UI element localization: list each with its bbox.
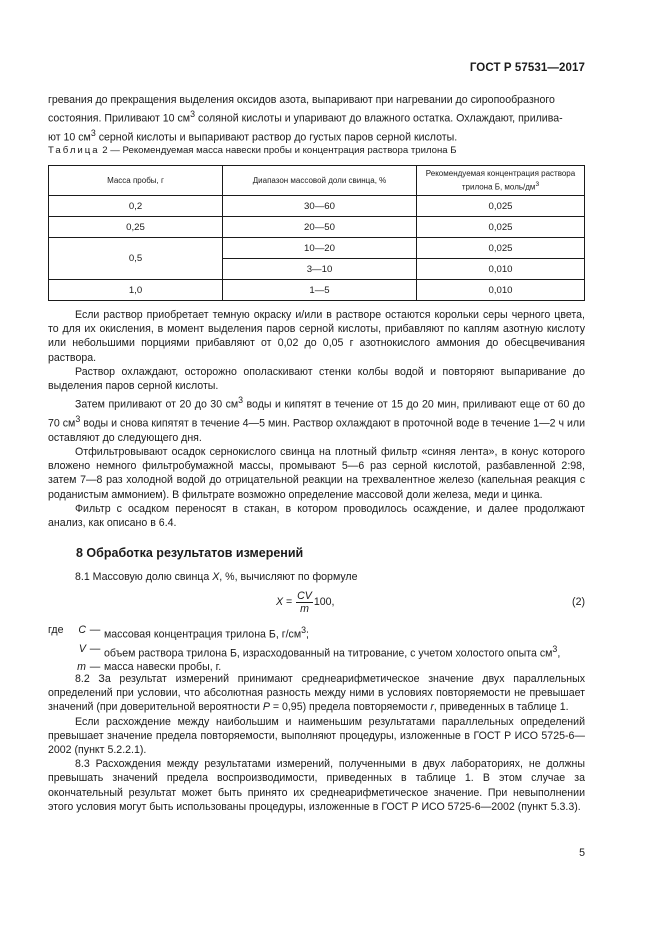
header-range: Диапазон массовой доли свинца, % bbox=[223, 166, 417, 196]
header-concentration-line-1: Рекомендуемая концентрация раствора bbox=[425, 169, 576, 179]
table-row bbox=[49, 280, 585, 301]
intro-line-3 bbox=[48, 126, 585, 145]
paragraph-8-2-c: , приведенных в таблице 1. bbox=[433, 701, 569, 714]
intro-paragraph bbox=[48, 93, 585, 145]
variable-r: r bbox=[430, 701, 434, 714]
cell-concentration: 0,010 bbox=[417, 259, 585, 280]
cell-range: 10—20 bbox=[223, 238, 417, 259]
legend-dash: — bbox=[89, 661, 101, 674]
intro-line-2b: соляной кислоты и упаривают до влажного остатка. Охлаждают, прилива- bbox=[195, 112, 563, 125]
cell-range: 30—60 bbox=[223, 196, 417, 217]
paragraph-cool: Раствор охлаждают, осторожно ополаскивают стенки колбы водой и повторяют выпаривание до выделения паров серной кислоты. bbox=[48, 365, 585, 393]
formula-equals: = bbox=[283, 596, 296, 608]
paragraph-8-3: 8.3 Расхождения между результатами измерений, полученными в двух лабораториях, не должны превышать значений предела воспроизводимости, приведенных в таблице 1. В этом случае за окончательный результат может быть принято их среднеарифметическое значение. При невыполнении этого условия могут быть использованы процедуры, изложенные в ГОСТ Р ИСО 5725-6—2002 (пункт 5.3.3). bbox=[48, 758, 585, 813]
legend-where: где bbox=[48, 624, 64, 636]
paragraph-8-2-exceed: Если расхождение между наибольшим и наименьшим результатами параллельных определений превышает значение предела повторяемости, выполняют процедуры, изложенные в ГОСТ Р ИСО 5725-6—2002 (пункт 5.2.2.1). bbox=[48, 715, 585, 757]
table-row bbox=[49, 238, 585, 259]
superscript: 3 bbox=[238, 395, 244, 406]
superscript: 3 bbox=[75, 413, 81, 424]
paragraphs-8-2-8-3 bbox=[48, 672, 585, 814]
cell-concentration: 0,025 bbox=[417, 196, 585, 217]
variable-p: P bbox=[262, 701, 270, 714]
legend-row bbox=[48, 623, 585, 642]
table-caption-label: Таблица bbox=[48, 145, 100, 156]
legend-symbol: C bbox=[78, 624, 86, 636]
superscript: 3 bbox=[190, 109, 196, 120]
legend-text-b: ; bbox=[306, 628, 309, 641]
paragraph-filter: Отфильтровывают осадок сернокислого свинца на плотный фильтр «синяя лента», в конус которого вложено немного фильтробумажной массы, промывают 5—6 раз серной кислотой, разбавленной 2:98, затем 7—8 раз холодной водой до отрицательной реакции на трехвалентное железо (капельная реакция с роданистым аммонием). В фильтрате возможно определение массовой доли железа, меди и цинка. bbox=[48, 445, 585, 501]
superscript: 3 bbox=[535, 181, 540, 189]
paragraph-8-1-a: 8.1 Массовую долю свинца bbox=[75, 571, 213, 583]
paragraph-8-2 bbox=[48, 672, 585, 715]
cell-concentration: 0,010 bbox=[417, 280, 585, 301]
paragraph-dark-color: Если раствор приобретает темную окраску и/или в растворе остаются корольки серы черного цвета, то для их окисления, в момент выделения паров серной кислоты, прибавляют по каплям азотную кислоту или небольшими порциями прибавляют от 0,02 до 0,05 г азотнокислого аммония до обесцвечивания раствора. bbox=[48, 309, 585, 364]
table-row bbox=[49, 217, 585, 238]
legend-text-a: объем раствора трилона Б, израсходованный на титрование, с учетом холостого опыта см bbox=[104, 647, 553, 660]
cell-mass: 0,5 bbox=[49, 238, 223, 280]
table-2 bbox=[48, 165, 585, 301]
cell-concentration: 0,025 bbox=[417, 238, 585, 259]
formula-factor: 100, bbox=[313, 596, 335, 608]
superscript: 3 bbox=[552, 643, 558, 654]
legend-text bbox=[104, 642, 560, 661]
superscript: 3 bbox=[301, 625, 307, 635]
paragraph-water-b: воды и кипятят в течение от 15 до 20 мин, приливают еще от 60 до 70 см bbox=[48, 398, 585, 430]
formula-2 bbox=[276, 588, 335, 616]
page-number: 5 bbox=[579, 847, 585, 859]
intro-line-2 bbox=[48, 107, 585, 126]
cell-mass: 0,25 bbox=[49, 217, 223, 238]
legend-text bbox=[104, 623, 309, 642]
superscript: 3 bbox=[90, 127, 96, 138]
header-mass: Масса пробы, г bbox=[49, 166, 223, 196]
table-caption bbox=[48, 145, 457, 156]
paragraph-transfer: Фильтр с осадком переносят в стакан, в котором проводилось осаждение, и далее продолжают анализ, как описано в 6.4. bbox=[48, 502, 585, 529]
table-header-row bbox=[49, 166, 585, 196]
header-concentration-line-2: трилона Б, моль/дм bbox=[461, 182, 536, 192]
legend-row bbox=[48, 642, 585, 661]
legend-symbol: m bbox=[77, 661, 86, 674]
paragraph-8-2-a: 8.2 За результат измерений принимают среднеарифметическое значение двух параллельных определений при условии, что абсолютная разность между ними в условиях повторяемости не превышает значений (при доверительной вероятности bbox=[48, 673, 585, 714]
procedure-text bbox=[48, 308, 585, 530]
intro-line-3a: ют 10 см bbox=[48, 131, 91, 144]
cell-mass: 1,0 bbox=[49, 280, 223, 301]
paragraph-8-1-b: , %, вычисляют по формуле bbox=[219, 571, 358, 583]
equation-number: (2) bbox=[572, 596, 585, 608]
paragraph-water-a: Затем приливают от 20 до 30 см bbox=[75, 398, 239, 411]
paragraph-8-2-b: = 0,95) предела повторяемости bbox=[269, 701, 431, 714]
document-header: ГОСТ Р 57531—2017 bbox=[469, 62, 585, 74]
cell-concentration: 0,025 bbox=[417, 217, 585, 238]
cell-range: 3—10 bbox=[223, 259, 417, 280]
legend-dash: — bbox=[89, 624, 101, 636]
formula-denominator: m bbox=[300, 602, 309, 615]
legend-text-b: , bbox=[557, 647, 561, 660]
formula-legend bbox=[48, 623, 585, 675]
header-concentration bbox=[417, 166, 585, 196]
legend-symbol: V bbox=[78, 642, 86, 655]
legend-text: масса навески пробы, г. bbox=[104, 661, 222, 674]
paragraph-water-c: воды и снова кипятят в течение 4—5 мин. Раствор охлаждают в проточной воде в течение 1—2 ч или оставляют до следующего дня. bbox=[48, 417, 586, 444]
legend-dash: — bbox=[89, 642, 101, 655]
formula-lhs: X bbox=[276, 596, 284, 608]
table-row bbox=[49, 196, 585, 217]
section-8-title: 8 Обработка результатов измерений bbox=[76, 546, 304, 560]
cell-mass: 0,2 bbox=[49, 196, 223, 217]
cell-range: 1—5 bbox=[223, 280, 417, 301]
legend-where bbox=[48, 642, 68, 661]
formula-numerator: CV bbox=[297, 589, 312, 602]
paragraph-8-1 bbox=[48, 570, 585, 584]
formula-fraction bbox=[296, 590, 313, 615]
cell-range: 20—50 bbox=[223, 217, 417, 238]
paragraph-8-1-text bbox=[48, 570, 585, 584]
intro-line-3b: серной кислоты и выпаривают раствор до густых паров серной кислоты. bbox=[95, 131, 458, 144]
paragraph-water bbox=[48, 393, 585, 445]
intro-line-2a: состояния. Приливают 10 см bbox=[48, 112, 191, 125]
intro-line-1: гревания до прекращения выделения оксидов азота, выпаривают при нагревании до сиропообразного bbox=[48, 94, 555, 106]
legend-text-a: массовая концентрация трилона Б, г/см bbox=[104, 628, 302, 641]
variable-x: X bbox=[212, 571, 220, 583]
table-caption-text: 2 — Рекомендуемая масса навески пробы и концентрация раствора трилона Б bbox=[99, 145, 457, 156]
